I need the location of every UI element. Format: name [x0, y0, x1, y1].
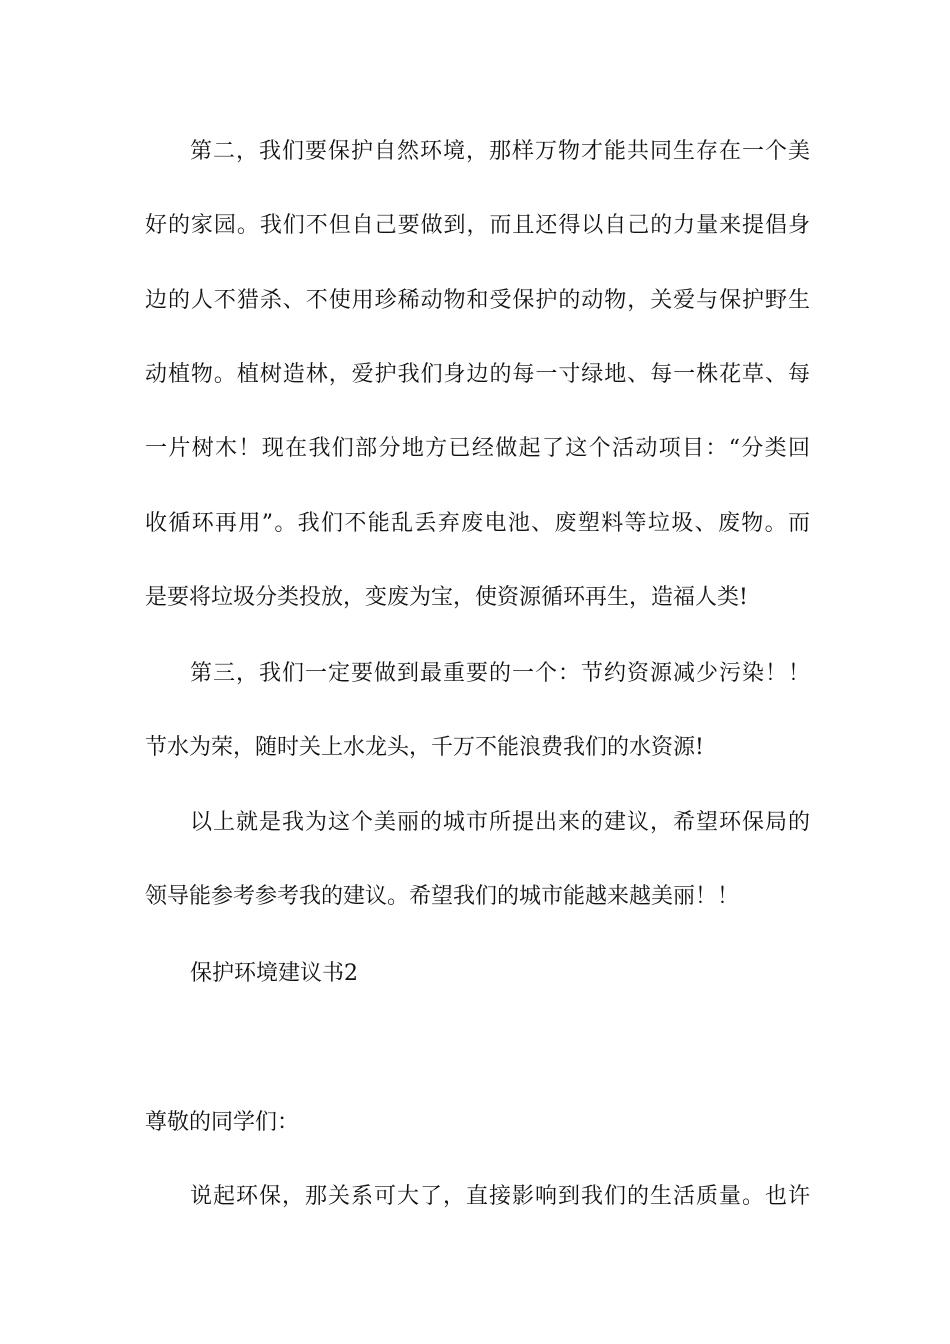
- paragraph-3-line-1: 以上就是我为这个美丽的城市所提出来的建议，希望环保局的: [190, 810, 810, 835]
- paragraph-1-line-5: 一片树木！现在我们部分地方已经做起了这个活动项目：“分类回: [145, 436, 810, 461]
- paragraph-1-line-2: 好的家园。我们不但自己要做到，而且还得以自己的力量来提倡身: [145, 213, 810, 238]
- paragraph-6-line-1: 说起环保，那关系可大了，直接影响到我们的生活质量。也许: [190, 1184, 810, 1209]
- paragraph-1-line-4: 动植物。植树造林，爱护我们身边的每一寸绿地、每一株花草、每: [145, 362, 810, 387]
- paragraph-1-line-6: 收循环再用”。我们不能乱丢弃废电池、废塑料等垃圾、废物。而: [145, 511, 810, 536]
- paragraph-2-line-2: 节水为荣，随时关上水龙头，千万不能浪费我们的水资源!: [145, 735, 704, 760]
- paragraph-1-line-1: 第二，我们要保护自然环境，那样万物才能共同生存在一个美: [190, 139, 810, 164]
- paragraph-2-line-1: 第三，我们一定要做到最重要的一个：节约资源减少污染！！: [190, 661, 810, 686]
- section-title: 保护环境建议书2: [190, 961, 358, 986]
- paragraph-3-line-2: 领导能参考参考我的建议。希望我们的城市能越来越美丽！！: [145, 884, 740, 909]
- paragraph-1-line-3: 边的人不猎杀、不使用珍稀动物和受保护的动物，关爱与保护野生: [145, 288, 810, 313]
- paragraph-1-line-7: 是要将垃圾分类投放，变废为宝，使资源循环再生，造福人类!: [145, 585, 748, 610]
- salutation: 尊敬的同学们：: [145, 1110, 300, 1135]
